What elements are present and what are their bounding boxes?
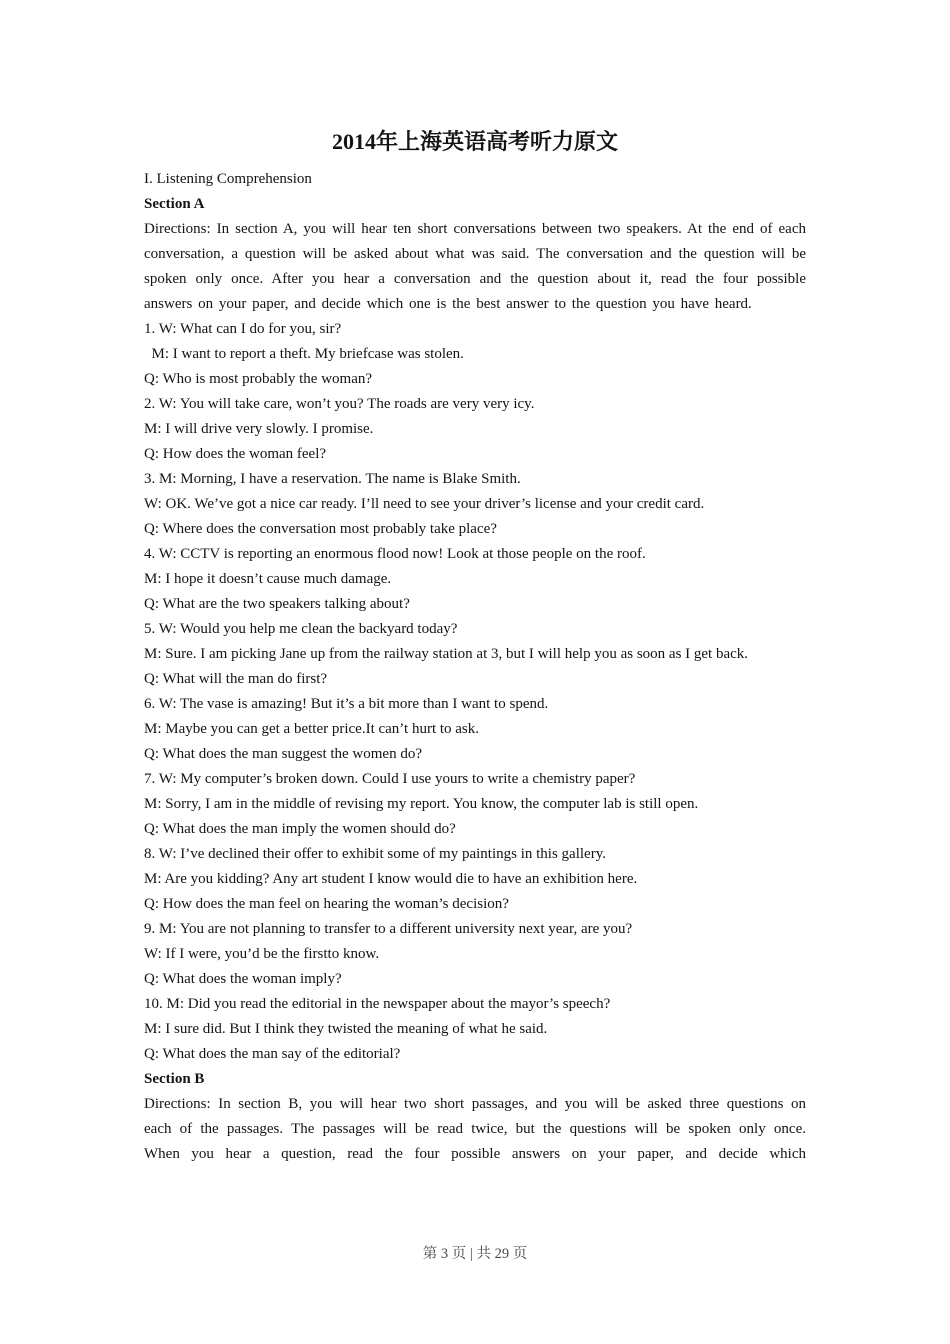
listening-comprehension-heading: I. Listening Comprehension <box>144 171 312 187</box>
section-b-directions: Directions: In section B, you will hear two short passages, and you will be asked three questions on each of the passages. The passages will be read twice, but the questions will be spoken only once. When you hear a question, read the four possible answers on your paper, and decide which <box>144 1096 818 1162</box>
transcript-line: Q: Who is most probably the woman? <box>144 371 373 387</box>
transcript-line: 3. M: Morning, I have a reservation. The name is Blake Smith. <box>144 471 521 487</box>
transcript-line: W: If I were, you’d be the firstto know. <box>144 946 380 962</box>
transcript-line: Q: What does the woman imply? <box>144 971 342 987</box>
transcript <box>144 167 818 1167</box>
transcript-line: 10. M: Did you read the editorial in the newspaper about the mayor’s speech? <box>144 996 611 1012</box>
transcript-line: Q: What does the man suggest the women do? <box>144 746 422 762</box>
transcript-line: M: Are you kidding? Any art student I know would die to have an exhibition here. <box>144 871 638 887</box>
transcript-line: 2. W: You will take care, won’t you? The roads are very very icy. <box>144 396 535 412</box>
transcript-line: Q: Where does the conversation most probably take place? <box>144 521 497 537</box>
transcript-line: 5. W: Would you help me clean the backyard today? <box>144 621 458 637</box>
transcript-line: 8. W: I’ve declined their offer to exhibit some of my paintings in this gallery. <box>144 846 606 862</box>
transcript-line: 6. W: The vase is amazing! But it’s a bit more than I want to spend. <box>144 696 549 712</box>
transcript-line: Q: What does the man imply the women should do? <box>144 821 456 837</box>
transcript-line: 9. M: You are not planning to transfer to a different university next year, are you? <box>144 921 633 937</box>
page-number-footer: 第 3 页 | 共 29 页 <box>422 1246 528 1262</box>
transcript-line: M: Sorry, I am in the middle of revising my report. You know, the computer lab is still open. <box>144 796 699 812</box>
transcript-line: Q: How does the woman feel? <box>144 446 327 462</box>
transcript-line: Q: What will the man do first? <box>144 671 328 687</box>
page-title: 2014年上海英语高考听力原文 <box>331 129 618 154</box>
transcript-line: M: I will drive very slowly. I promise. <box>144 421 374 437</box>
section-b-label: Section B <box>144 1071 205 1087</box>
transcript-line: M: Sure. I am picking Jane up from the railway station at 3, but I will help you as soon as I get back. <box>144 646 749 662</box>
transcript-line: Q: What does the man say of the editorial? <box>144 1046 401 1062</box>
transcript-line: M: I want to report a theft. My briefcase was stolen. <box>144 346 464 362</box>
transcript-line: Q: How does the man feel on hearing the woman’s decision? <box>144 896 509 912</box>
transcript-line: M: Maybe you can get a better price.It can’t hurt to ask. <box>144 721 480 737</box>
section-a-label: Section A <box>144 196 205 212</box>
transcript-line: 7. W: My computer’s broken down. Could I use yours to write a chemistry paper? <box>144 771 636 787</box>
transcript-line: W: OK. We’ve got a nice car ready. I’ll need to see your driver’s license and your credit card. <box>144 496 705 512</box>
transcript-line: 1. W: What can I do for you, sir? <box>144 321 342 337</box>
transcript-line: M: I hope it doesn’t cause much damage. <box>144 571 392 587</box>
section-a-lines <box>144 317 806 1067</box>
section-a-directions: Directions: In section A, you will hear ten short conversations between two speakers. At the end of each conversation, a question will be asked about what was said. The conversation and the question will be spoken only once. After you hear a conversation and the question about it, read the four possible answers on your paper, and decide which one is the best answer to the question you have heard. <box>144 221 812 312</box>
transcript-line: M: I sure did. But I think they twisted the meaning of what he said. <box>144 1021 548 1037</box>
transcript-line: 4. W: CCTV is reporting an enormous flood now! Look at those people on the roof. <box>144 546 646 562</box>
transcript-line: Q: What are the two speakers talking about? <box>144 596 410 612</box>
